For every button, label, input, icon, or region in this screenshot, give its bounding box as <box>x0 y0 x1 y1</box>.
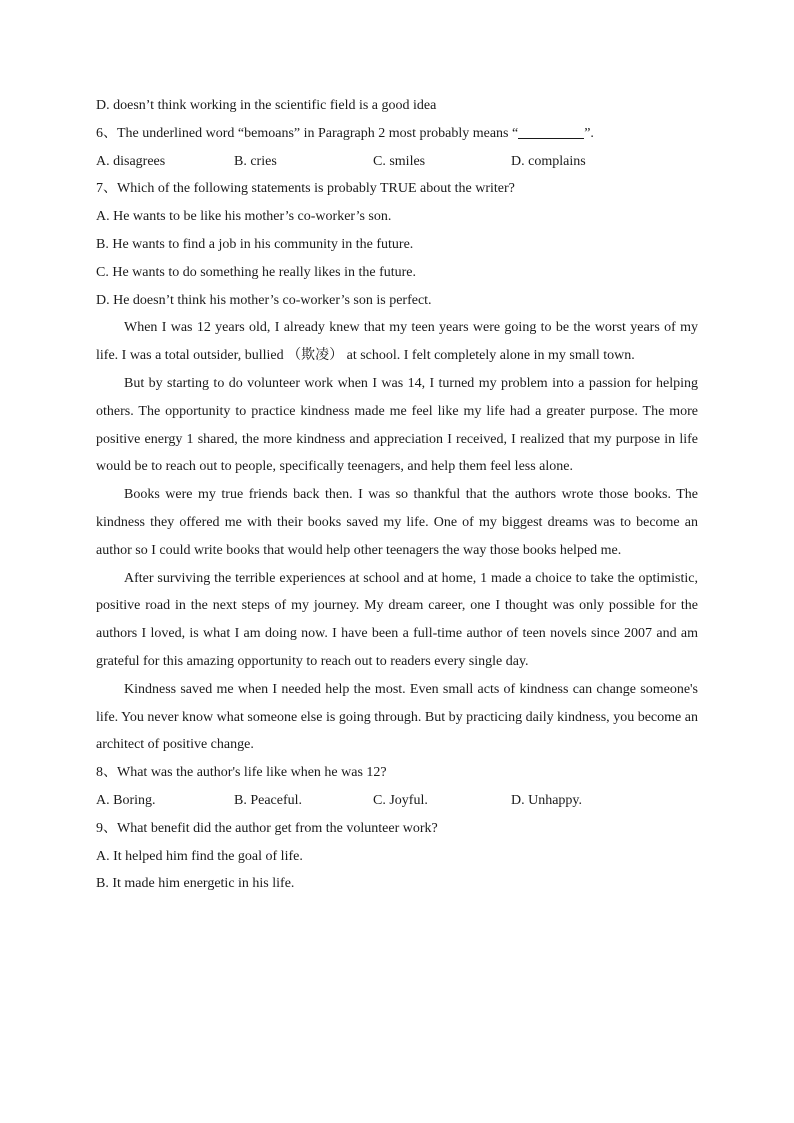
q7-option-d: D. He doesn’t think his mother’s co-worker’s son is perfect. <box>96 292 432 308</box>
q8-option-d: D. Unhappy. <box>511 792 583 808</box>
passage-paragraph-2: But by starting to do volunteer work when I was 14, I turned my problem into a passion for helping others. The opportunity to practice kindness made me feel like my life had a greater purpose. The more positive energy 1 shared, the more kindness and appreciation I received, I realized that my purpose in life would be to reach out to people, specifically teenagers, and help them feel less alone. <box>96 375 698 475</box>
q6-stem-text: 6、The underlined word “bemoans” in Paragraph 2 most probably means “ <box>96 125 519 141</box>
document-page <box>96 92 698 898</box>
q7-stem: 7、Which of the following statements is probably TRUE about the writer? <box>96 181 515 197</box>
q6-option-c: C. smiles <box>373 153 426 169</box>
passage-paragraph-4: After surviving the terrible experiences at school and at home, 1 made a choice to take the optimistic, positive road in the next steps of my journey. My dream career, one I thought was only possible for the authors I loved, is what I am doing now. I have been a full-time author of teen novels since 2007 and am grateful for this amazing opportunity to reach out to readers every single day. <box>96 570 698 669</box>
q7-option-c: C. He wants to do something he really likes in the future. <box>96 264 416 280</box>
q6-option-b: B. cries <box>234 153 277 169</box>
q8-option-a: A. Boring. <box>96 792 156 808</box>
q7-option-b: B. He wants to find a job in his community in the future. <box>96 236 414 252</box>
q6-option-d: D. complains <box>511 153 586 169</box>
passage-paragraph-3: Books were my true friends back then. I was so thankful that the authors wrote those books. The kindness they offered me with their books saved my life. One of my biggest dreams was to become an author so I could write books that would help other teenagers the way those books helped me. <box>96 487 698 558</box>
q8-stem: 8、What was the author's life like when he was 12? <box>96 765 387 781</box>
q6-stem-end: ”. <box>584 125 594 141</box>
answer-blank[interactable] <box>518 124 584 139</box>
q9-stem: 9、What benefit did the author get from the volunteer work? <box>96 820 438 836</box>
q8-option-c: C. Joyful. <box>373 792 428 808</box>
q8-option-b: B. Peaceful. <box>234 792 303 808</box>
passage-paragraph-5: Kindness saved me when I needed help the most. Even small acts of kindness can change someone's life. You never know what someone else is going through. But by practicing daily kindness, you become an architect of positive change. <box>96 681 698 753</box>
q8-options <box>96 787 698 815</box>
q6-options <box>96 148 698 176</box>
q6-stem <box>96 120 698 148</box>
passage-paragraph-1: When I was 12 years old, I already knew that my teen years were going to be the worst years of my life. I was a total outsider, bullied （欺凌） at school. I felt completely alone in my small town. <box>96 320 698 364</box>
q9-option-b: B. It made him energetic in his life. <box>96 876 295 892</box>
q7-option-a: A. He wants to be like his mother’s co-worker’s son. <box>96 209 392 225</box>
q9-option-a: A. It helped him find the goal of life. <box>96 848 303 864</box>
q5-option-d: D. doesn’t think working in the scientific field is a good idea <box>96 98 437 113</box>
q6-option-a: A. disagrees <box>96 153 166 169</box>
